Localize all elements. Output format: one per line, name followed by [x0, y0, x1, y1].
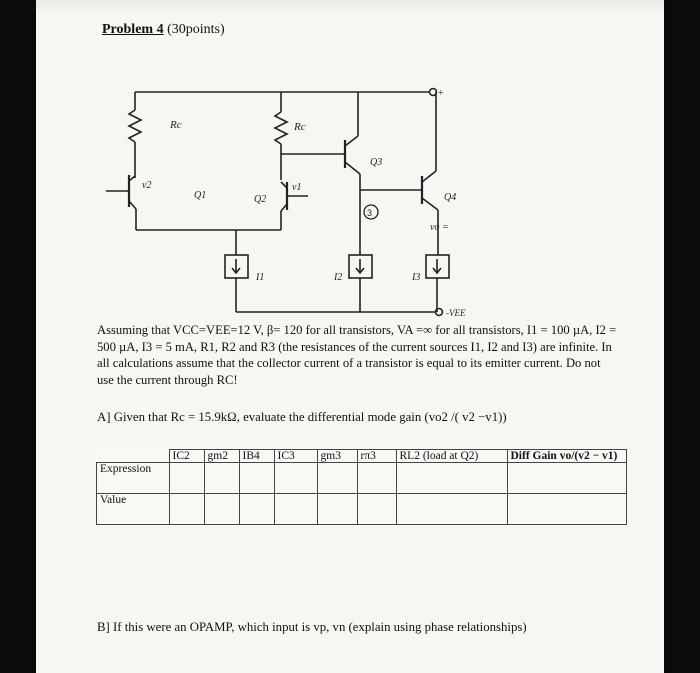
i3-label: I3: [412, 272, 421, 283]
q2-label: Q2: [254, 194, 267, 205]
header-ib4: IB4: [239, 450, 274, 463]
table-row-value: [97, 494, 627, 525]
problem-title: [102, 22, 225, 38]
header-gm3: gm3: [317, 450, 357, 463]
header-gm2: gm2: [204, 450, 239, 463]
table-header-row: [97, 450, 627, 463]
i1-label: I1: [256, 272, 265, 283]
answer-cell[interactable]: [317, 463, 357, 494]
answer-cell[interactable]: [239, 494, 274, 525]
answer-cell[interactable]: [204, 494, 239, 525]
corner-cell: [97, 450, 170, 463]
answer-cell[interactable]: [357, 494, 396, 525]
answer-cell[interactable]: [396, 463, 507, 494]
header-rl2: RL2 (load at Q2): [396, 450, 507, 463]
problem-points: (30points): [163, 22, 225, 37]
v2-label: v2: [142, 180, 152, 191]
answer-cell[interactable]: [169, 494, 204, 525]
vo-label: vo =: [430, 222, 449, 233]
q4-collector-leg: [422, 171, 436, 182]
problem-statement: Assuming that VCC=VEE=12 V, β= 120 for all transistors, VA =∞ for all transistors, I1 = 100 µA, I2 = 500 µA, I3 = 5 mA, R1, R2 and R3 (the resistances of the current sources I1, I2 and I3) are infinite. In all calculations assume that the collector current of a transistor is equal to its emitter current. Do not use the current through RC!: [97, 323, 617, 387]
q3-collector-leg: [345, 136, 358, 146]
question-b: B] If this were an OPAMP, which input is vp, vn (explain using phase relationships): [97, 620, 527, 634]
rc-left-resistor: [129, 110, 141, 142]
q3-emitter-leg: [345, 162, 360, 174]
problem-number: Problem 4: [102, 22, 164, 37]
header-rpi3: rπ3: [357, 450, 396, 463]
header-diff-gain: Diff Gain vo/(v2 − v1): [507, 450, 626, 463]
circuit-diagram: [86, 70, 466, 320]
answer-cell[interactable]: [507, 494, 626, 525]
answer-cell[interactable]: [396, 494, 507, 525]
answer-cell[interactable]: [274, 494, 317, 525]
page-edge-shadow: [36, 0, 664, 14]
row-label-expression: Expression: [97, 463, 170, 494]
answer-cell[interactable]: [204, 463, 239, 494]
answer-cell[interactable]: [507, 463, 626, 494]
q1-label: Q1: [194, 190, 207, 201]
table-row-expression: [97, 463, 627, 494]
answer-cell[interactable]: [317, 494, 357, 525]
rc-left-label: Rc: [170, 119, 182, 131]
answer-table: [96, 449, 627, 525]
vee-label: -VEE: [446, 308, 466, 318]
answer-cell[interactable]: [357, 463, 396, 494]
rc-right-label: Rc: [294, 121, 306, 133]
worksheet-page: [36, 0, 664, 673]
question-a: A] Given that Rc = 15.9kΩ, evaluate the differential mode gain (vo2 /( v2 −v1)): [97, 410, 507, 424]
v1-label: v1: [292, 182, 302, 193]
plus-label: +: [438, 88, 444, 99]
i2-label: I2: [334, 272, 343, 283]
q4-label: Q4: [444, 192, 457, 203]
row-label-value: Value: [97, 494, 170, 525]
rc-right-resistor: [275, 112, 287, 144]
q3-label: Q3: [370, 157, 383, 168]
answer-cell[interactable]: [169, 463, 204, 494]
answer-cell[interactable]: [239, 463, 274, 494]
q4-emitter-leg: [422, 198, 438, 210]
header-ic3: IC3: [274, 450, 317, 463]
node3-label: 3: [367, 208, 373, 218]
answer-cell[interactable]: [274, 463, 317, 494]
header-ic2: IC2: [169, 450, 204, 463]
